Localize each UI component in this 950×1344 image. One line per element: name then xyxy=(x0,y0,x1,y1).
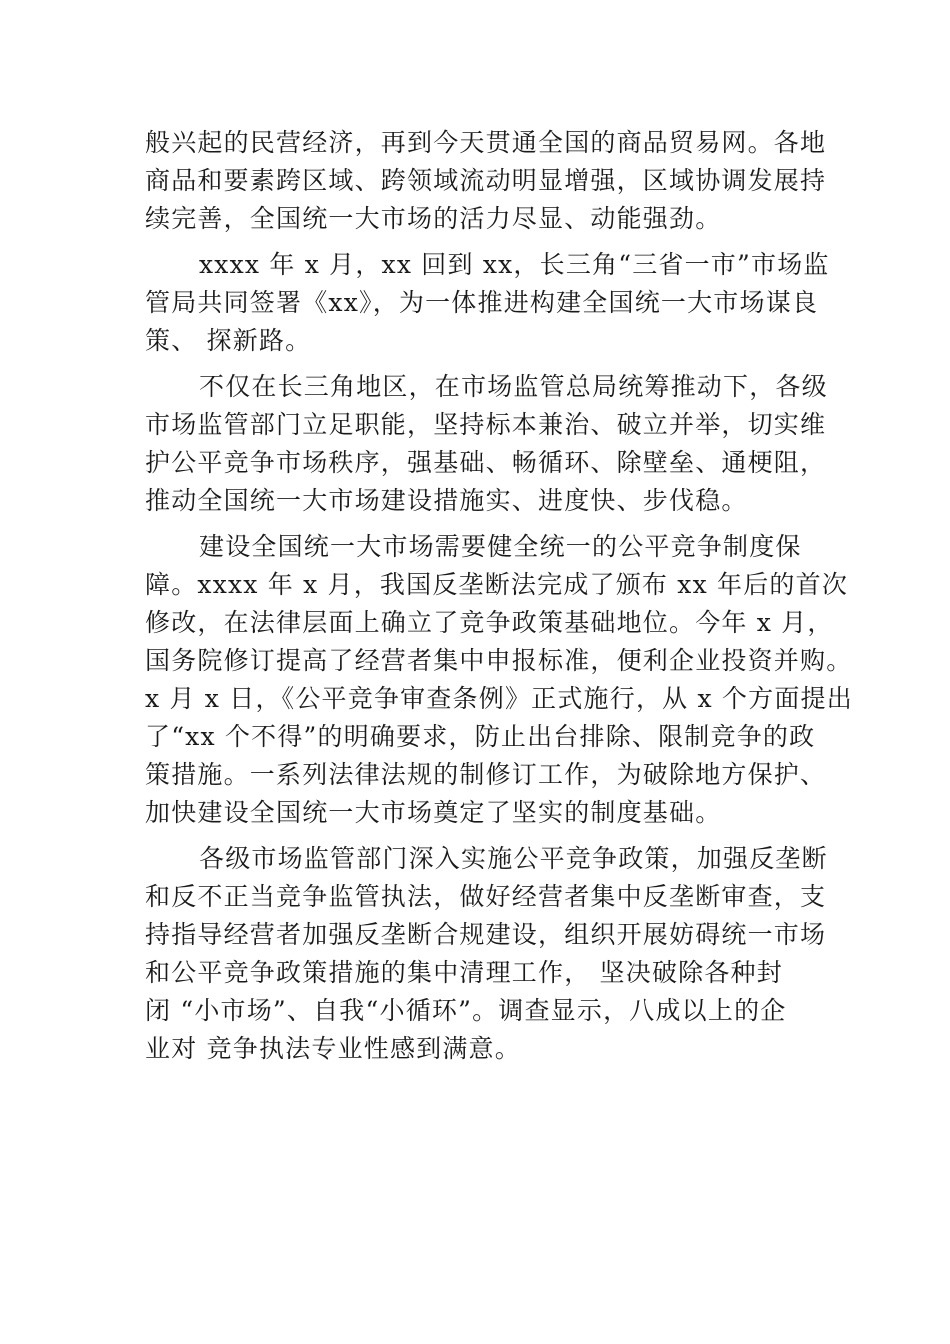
text-line: 续完善，全国统一大市场的活力尽显、动能强劲。 xyxy=(145,204,722,233)
text-line: 各级市场监管部门深入实施公平竞争政策，加强反垄断 xyxy=(199,844,828,873)
paragraph-4 xyxy=(145,528,853,832)
text-line: 业对 竞争执法专业性感到满意。 xyxy=(145,1034,521,1063)
paragraph-2 xyxy=(145,246,830,360)
text-line: 建设全国统一大市场需要健全统一的公平竞争制度保 xyxy=(199,532,802,561)
text-line: xxxx 年 x 月，xx 回到 xx，长三角“三省一市”市场监 xyxy=(199,250,830,279)
text-line: 加快建设全国统一大市场奠定了坚实的制度基础。 xyxy=(145,798,722,827)
text-line: 持指导经营者加强反垄断合规建设，组织开展妨碍统一市场 xyxy=(145,920,827,949)
text-line: 修改，在法律层面上确立了竞争政策基础地位。今年 x 月， xyxy=(145,608,834,637)
document-body xyxy=(145,124,853,1076)
text-line: 国务院修订提高了经营者集中申报标准，便利企业投资并购。 xyxy=(145,646,853,675)
text-line: 了“xx 个不得”的明确要求，防止出台排除、限制竞争的政 xyxy=(145,722,816,751)
text-line: 市场监管部门立足职能，坚持标本兼治、破立并举，切实维 xyxy=(145,410,827,439)
text-line: x 月 x 日，《公平竞争审查条例》正式施行，从 x 个方面提出 xyxy=(145,684,853,713)
text-line: 般兴起的民营经济，再到今天贯通全国的商品贸易网。各地 xyxy=(145,128,827,157)
text-line: 策措施。一系列法律法规的制修订工作，为破除地方保护、 xyxy=(145,760,827,789)
text-line: 和公平竞争政策措施的集中清理工作， 坚决破除各种封 xyxy=(145,958,783,987)
paragraph-1 xyxy=(145,124,830,238)
paragraph-3 xyxy=(145,368,830,520)
text-line: 推动全国统一大市场建设措施实、进度快、步伐稳。 xyxy=(145,486,748,515)
text-line: 障。xxxx 年 x 月，我国反垄断法完成了颁布 xx 年后的首次 xyxy=(145,570,849,599)
text-line: 策、 探新路。 xyxy=(145,326,312,355)
paragraph-5 xyxy=(145,840,830,1068)
text-line: 不仅在长三角地区，在市场监管总局统筹推动下，各级 xyxy=(199,372,828,401)
text-line: 商品和要素跨区域、跨领域流动明显增强，区域协调发展持 xyxy=(145,166,827,195)
text-line: 和反不正当竞争监管执法，做好经营者集中反垄断审查，支 xyxy=(145,882,827,911)
text-line: 护公平竞争市场秩序，强基础、畅循环、除壁垒、通梗阻， xyxy=(145,448,827,477)
text-line: 闭 “小市场”、自我“小循环”。调查显示，八成以上的企 xyxy=(145,996,787,1025)
text-line: 管局共同签署《xx》，为一体推进构建全国统一大市场谋良 xyxy=(145,288,819,317)
